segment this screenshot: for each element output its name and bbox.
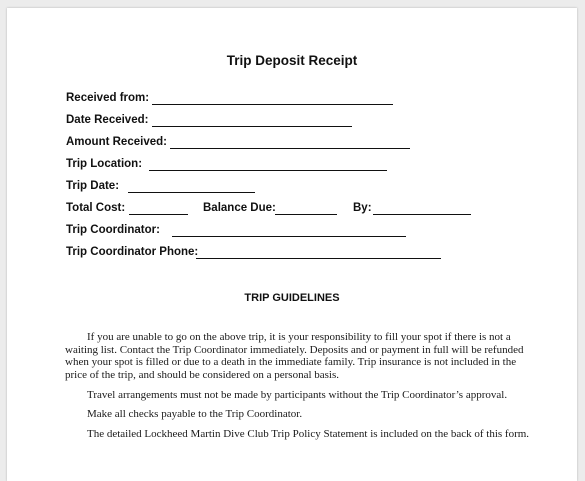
document-page [7, 8, 577, 481]
received-from-blank[interactable] [152, 104, 393, 105]
trip-location-blank[interactable] [149, 170, 387, 171]
trip-location-label: Trip Location: [66, 158, 143, 170]
guidelines-p1-line-1: If you are unable to go on the above trip, it is your responsibility to fill your spot if there is not a [87, 331, 511, 343]
by-label: By: [353, 202, 372, 214]
balance-due-blank[interactable] [275, 214, 337, 215]
trip-coordinator-phone-blank[interactable] [196, 258, 441, 259]
trip-coordinator-phone-label: Trip Coordinator Phone: [66, 246, 199, 258]
balance-due-label: Balance Due: [203, 202, 276, 214]
guidelines-p1-line-2: waiting list. Contact the Trip Coordinator immediately. Deposits and or payment in full will be refunded [65, 343, 524, 356]
date-received-label: Date Received: [66, 114, 149, 126]
trip-date-label: Trip Date: [66, 180, 120, 192]
page-title: Trip Deposit Receipt [226, 53, 358, 68]
amount-received-blank[interactable] [170, 148, 410, 149]
total-cost-label: Total Cost: [66, 202, 126, 214]
by-blank[interactable] [373, 214, 471, 215]
total-cost-blank[interactable] [129, 214, 188, 215]
guidelines-heading: TRIP GUIDELINES [244, 292, 340, 304]
guidelines-paragraph-2: Travel arrangements must not be made by participants without the Trip Coordinator’s approval. [87, 389, 508, 401]
cost-row [66, 202, 486, 218]
guidelines-paragraph-1 [65, 331, 541, 381]
trip-date-blank[interactable] [128, 192, 255, 193]
trip-coordinator-label: Trip Coordinator: [66, 224, 160, 236]
guidelines-p1-line-3: when your spot is filled or due to a death in the immediate family. Trip insurance is not included in the [65, 356, 517, 368]
received-from-label: Received from: [66, 92, 150, 104]
guidelines-p1-line-4: price of the trip, and should be considered on a personal basis. [65, 368, 340, 381]
date-received-blank[interactable] [152, 126, 352, 127]
guidelines-paragraph-4: The detailed Lockheed Martin Dive Club Trip Policy Statement is included on the back of this form. [87, 428, 530, 440]
guidelines-paragraph-3: Make all checks payable to the Trip Coordinator. [87, 408, 303, 420]
amount-received-label: Amount Received: [66, 136, 167, 148]
trip-coordinator-blank[interactable] [172, 236, 406, 237]
